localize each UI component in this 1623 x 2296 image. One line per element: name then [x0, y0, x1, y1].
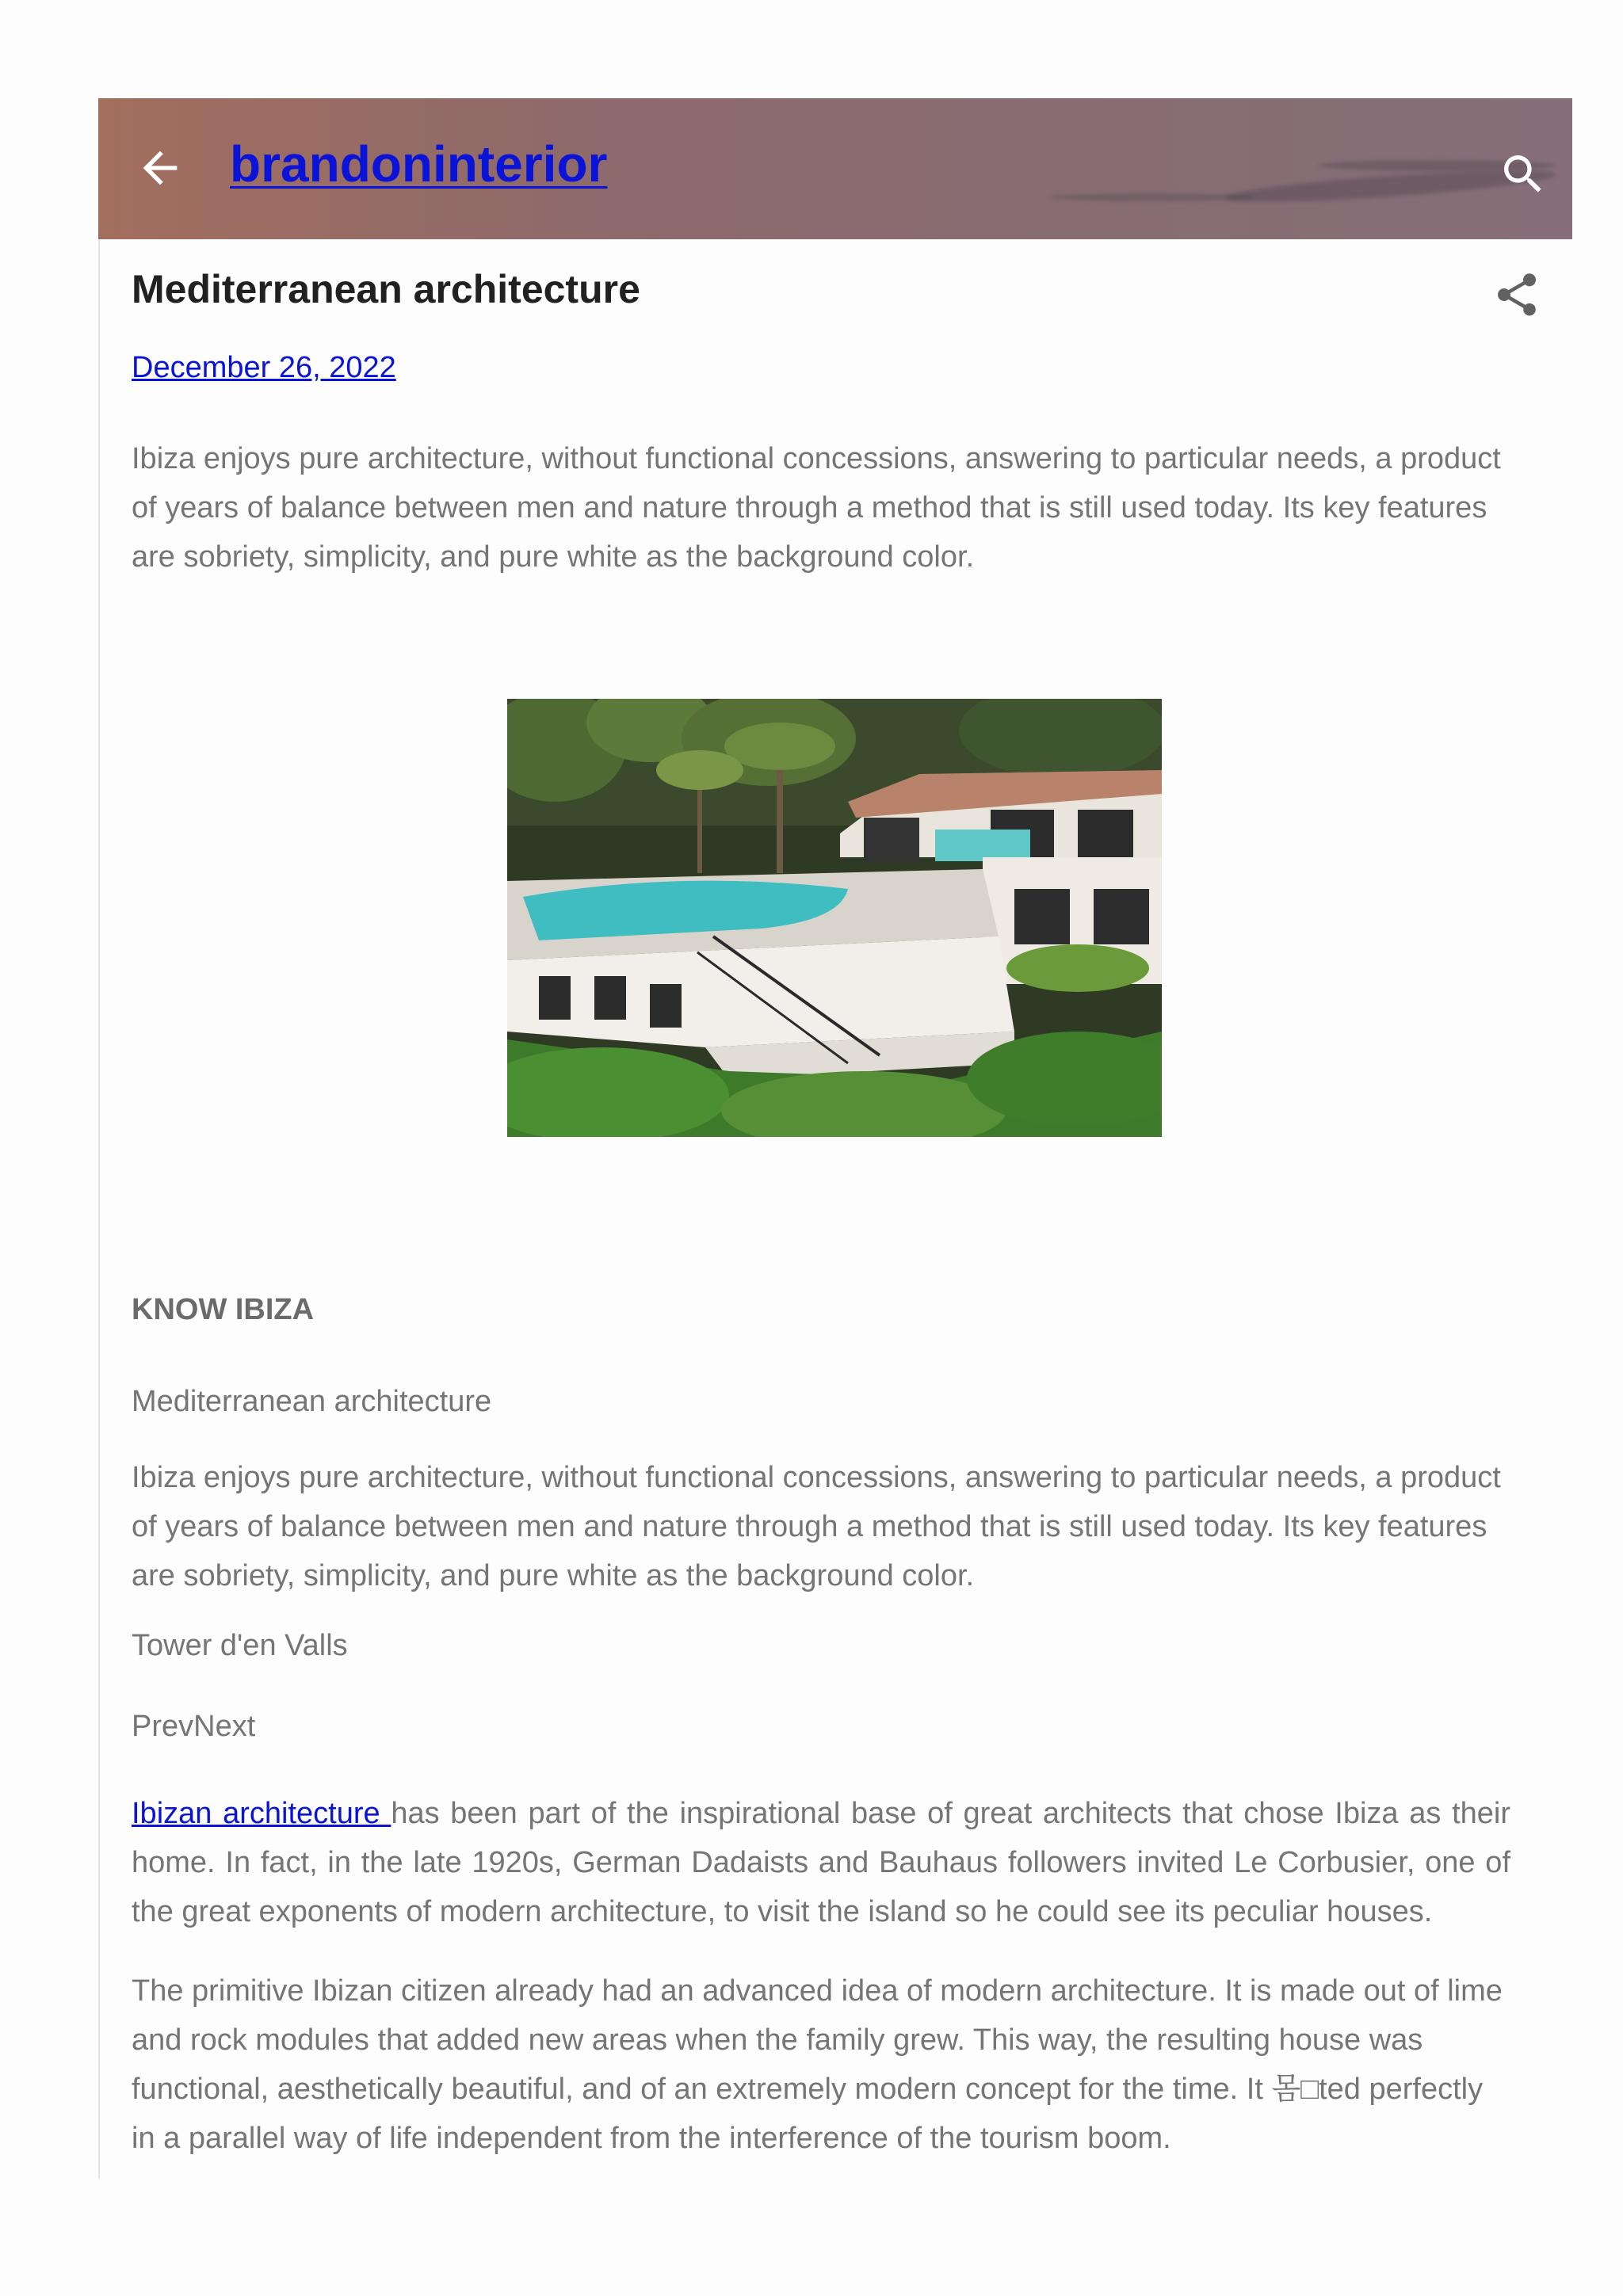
content-left-border: [98, 239, 100, 2179]
architects-paragraph: [132, 1789, 1510, 1936]
post-title: Mediterranean architecture: [132, 267, 640, 311]
section-heading: KNOW IBIZA: [132, 1293, 315, 1326]
prev-next-label: PrevNext: [132, 1710, 256, 1743]
repeat-paragraph: Ibiza enjoys pure architecture, without functional concessions, answering to particular needs, a product of years of balance between men and nature through a method that is still used today. Its key features are sobriety, simplicity, and pure white as the background color.: [132, 1461, 1501, 1592]
architects-paragraph-text: has been part of the inspirational base of great architects that chose Ibiza as their home. In fact, in the late 1920s, German Dadaists and Bauhaus followers invited Le Corbusier, one of the great exponents of modern architecture, to visit the island so he could see its peculiar houses.: [132, 1797, 1510, 1928]
primitive-paragraph: The primitive Ibizan citizen already had an advanced idea of modern architecture. It is made out of lime and rock modules that added new areas when the family grew. This way, the resulting house was functional, aesthetically beautiful, and of an extremely modern concept for the time. It 몸□ted perfectly in a parallel way of life independent from the interference of the tourism boom.: [132, 1974, 1503, 2155]
villa-image: [507, 699, 1162, 1137]
sub-title: Mediterranean architecture: [132, 1385, 492, 1418]
post-date-link[interactable]: December 26, 2022: [132, 351, 396, 384]
share-button[interactable]: [1491, 269, 1542, 320]
villa-photo: [507, 699, 1162, 1137]
back-button[interactable]: [135, 143, 185, 193]
ibizan-architecture-link[interactable]: Ibizan architecture: [132, 1797, 391, 1830]
tower-label: Tower d'en Valls: [132, 1629, 348, 1662]
search-button[interactable]: [1498, 149, 1549, 200]
search-icon: [1498, 149, 1549, 200]
intro-paragraph: Ibiza enjoys pure architecture, without functional concessions, answering to particular needs, a product of years of balance between men and nature through a method that is still used today. Its key features are sobriety, simplicity, and pure white as the background color.: [132, 442, 1501, 574]
share-icon: [1491, 269, 1542, 320]
site-header: [98, 98, 1572, 239]
arrow-left-icon: [135, 143, 185, 193]
site-title-link[interactable]: brandoninterior: [230, 135, 608, 193]
